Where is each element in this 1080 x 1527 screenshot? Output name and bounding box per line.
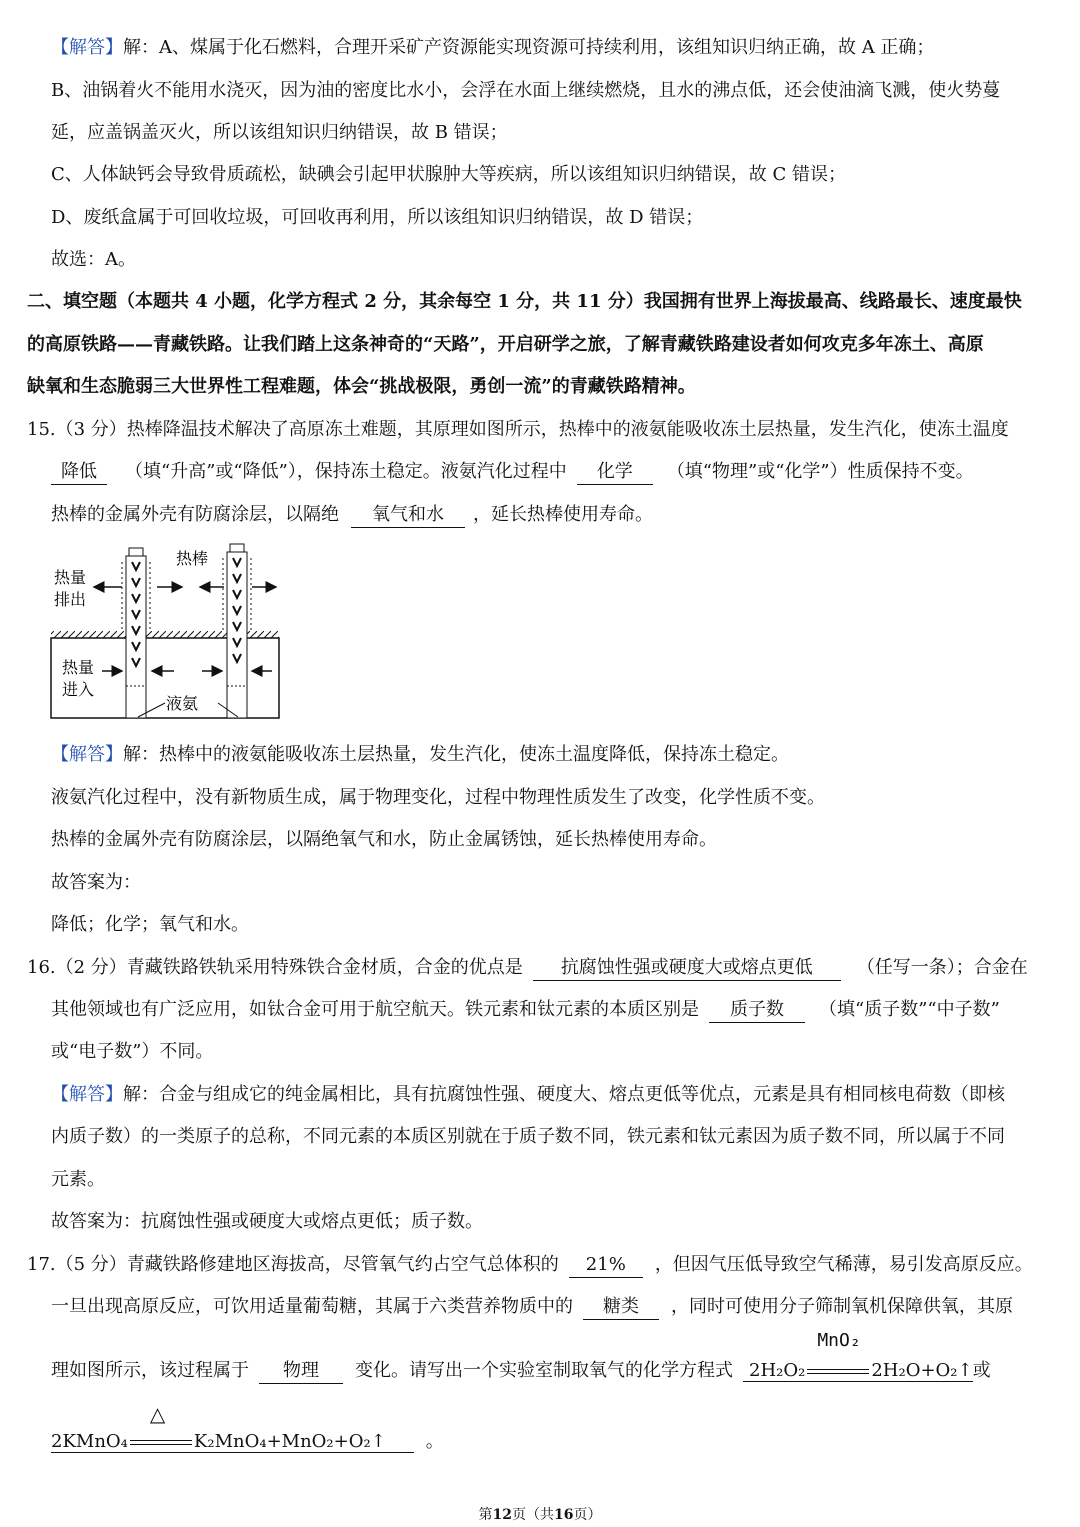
question-text: （填“物理”或“化学”）性质保持不变。 — [666, 461, 974, 482]
question-15-line — [51, 460, 974, 485]
question-text: （任写一条）；合金在 — [856, 957, 1028, 978]
question-15-stem: 15.（3 分）热棒降温技术解决了高原冻土难题，其原理如图所示，热棒中的液氨能吸收冻土层热量，发生汽化，使冻土温度 — [27, 419, 1009, 440]
solution-line — [51, 36, 934, 60]
footer-text: 页（共 — [512, 1507, 554, 1523]
question-text: 其他领域也有广泛应用，如钛合金可用于航空航天。铁元素和钛元素的本质区别是 — [51, 999, 699, 1020]
equation-hydrogen-peroxide — [743, 1330, 973, 1382]
solution-line: 故选：A。 — [51, 249, 136, 270]
solution-line — [51, 1083, 1005, 1107]
heat-rod-right — [223, 544, 251, 718]
equation-permanganate — [51, 1402, 414, 1453]
question-text: （填“质子数”“中子数” — [819, 999, 1000, 1020]
question-text: ，同时可使用分子筛制氧机保障供氧，其原 — [671, 1296, 1013, 1317]
question-16-stem — [27, 956, 1028, 981]
answer-blank: 降低 — [51, 460, 107, 485]
solution-text: 解：热棒中的液氨能吸收冻土层热量，发生汽化，使冻土温度降低，保持冻土稳定。 — [123, 744, 789, 765]
heat-rod-diagram — [40, 540, 290, 725]
answer-blank: 化学 — [577, 460, 653, 485]
answer-blank: 21% — [569, 1253, 643, 1278]
solution-line: 元素。 — [51, 1169, 105, 1190]
question-17-stem — [27, 1253, 1033, 1278]
question-text: 16.（2 分）青藏铁路铁轨采用特殊铁合金材质，合金的优点是 — [27, 957, 523, 978]
question-text: 或 — [972, 1360, 991, 1381]
question-16-line: 或“电子数”）不同。 — [51, 1041, 214, 1062]
label-heat-out: 排出 — [54, 590, 87, 609]
page-total: 16 — [554, 1507, 574, 1523]
section-header: 二、填空题（本题共 4 小题，化学方程式 2 分，其余每空 1 分，共 11 分）我国拥有世界上海拔最高、线路最长、速度最快 — [27, 291, 1022, 312]
question-text: ，但因气压低导致空气稀薄，易引发高原反应。 — [654, 1254, 1033, 1275]
footer-text: 第 — [478, 1507, 493, 1523]
solution-line: 热棒的金属外壳有防腐涂层，以隔绝氧气和水，防止金属锈蚀，延长热棒使用寿命。 — [51, 829, 717, 850]
solution-line: 液氨汽化过程中，没有新物质生成，属于物理变化，过程中物理性质发生了改变，化学性质不变。 — [51, 787, 825, 808]
solution-tag: 【解答】 — [51, 37, 123, 58]
label-liquid-ammonia: 液氨 — [166, 694, 199, 713]
question-17-line — [51, 1330, 991, 1384]
solution-tag: 【解答】 — [51, 1084, 123, 1105]
equation-reactant: 2H₂O₂ — [749, 1360, 806, 1381]
equation-arrow — [128, 1402, 194, 1454]
question-text: 热棒的金属外壳有防腐涂层，以隔绝 — [51, 504, 339, 525]
answer-blank: 物理 — [259, 1359, 343, 1384]
label-heat-in: 进入 — [62, 680, 95, 699]
solution-line: D、废纸盒属于可回收垃圾，可回收再利用，所以该组知识归纳错误，故 D 错误； — [51, 207, 704, 228]
question-text: 一旦出现高原反应，可饮用适量葡萄糖，其属于六类营养物质中的 — [51, 1296, 573, 1317]
equation-arrow — [805, 1330, 871, 1383]
question-15-line — [51, 503, 653, 528]
question-text: （填“升高”或“降低”），保持冻土稳定。液氨汽化过程中 — [125, 461, 567, 482]
equation-product: 2H₂O+O₂↑ — [871, 1360, 973, 1381]
solution-line: 降低；化学；氧气和水。 — [51, 914, 249, 935]
footer-text: 页） — [573, 1507, 602, 1523]
question-17-line — [51, 1295, 1013, 1320]
label-heat-rod: 热棒 — [176, 549, 209, 568]
solution-line: C、人体缺钙会导致骨质疏松，缺碘会引起甲状腺肿大等疾病，所以该组知识归纳错误，故 C 错误； — [51, 164, 846, 185]
solution-line: B、油锅着火不能用水浇灭，因为油的密度比水小，会浮在水面上继续燃烧，且水的沸点低，还会使油滴飞溅，使火势蔓 — [51, 80, 1001, 101]
question-17-line — [51, 1402, 444, 1454]
solution-line: 故答案为： — [51, 872, 141, 893]
question-text: 变化。请写出一个实验室制取氧气的化学方程式 — [355, 1360, 733, 1381]
heat-rod-left — [122, 548, 150, 718]
solution-tag: 【解答】 — [51, 744, 123, 765]
label-heat-out: 热量 — [54, 568, 87, 587]
page-number: 12 — [492, 1507, 512, 1523]
question-text: 。 — [425, 1431, 444, 1452]
answer-blank: 糖类 — [583, 1295, 659, 1320]
section-header: 的高原铁路——青藏铁路。让我们踏上这条神奇的“天路”，开启研学之旅，了解青藏铁路建设者如何攻克多年冻土、高原 — [27, 334, 984, 355]
question-16-line — [51, 998, 1000, 1023]
page-footer — [0, 1506, 1080, 1524]
solution-line: 内质子数）的一类原子的总称，不同元素的本质区别就在于质子数不同，铁元素和钛元素因为质子数不同，所以属于不同 — [51, 1126, 1005, 1147]
heat-condition-icon: △ — [149, 1402, 166, 1426]
question-text: 17.（5 分）青藏铁路修建地区海拔高，尽管氧气约占空气总体积的 — [27, 1254, 559, 1275]
solution-line — [51, 743, 789, 767]
solution-text: 解：A、煤属于化石燃料，合理开采矿产资源能实现资源可持续利用，该组知识归纳正确，故 A 正确； — [123, 37, 935, 58]
solution-text: 解：合金与组成它的纯金属相比，具有抗腐蚀性强、硬度大、熔点更低等优点，元素是具有相同核电荷数（即核 — [123, 1084, 1005, 1105]
equation-catalyst: MnO₂ — [817, 1330, 861, 1351]
answer-blank: 抗腐蚀性强或硬度大或熔点更低 — [533, 956, 841, 981]
solution-line: 延，应盖锅盖灭火，所以该组知识归纳错误，故 B 错误； — [51, 122, 508, 143]
answer-blank: 氧气和水 — [351, 503, 465, 528]
question-text: ，延长热棒使用寿命。 — [473, 504, 653, 525]
equation-reactant: 2KMnO₄ — [51, 1431, 128, 1452]
solution-line: 故答案为：抗腐蚀性强或硬度大或熔点更低；质子数。 — [51, 1211, 483, 1232]
label-heat-in: 热量 — [62, 658, 95, 677]
equation-product: K₂MnO₄+MnO₂+O₂↑ — [193, 1431, 386, 1452]
answer-blank: 质子数 — [709, 998, 805, 1023]
question-text: 理如图所示，该过程属于 — [51, 1360, 249, 1381]
section-header: 缺氧和生态脆弱三大世界性工程难题，体会“挑战极限，勇创一流”的青藏铁路精神。 — [27, 376, 696, 397]
